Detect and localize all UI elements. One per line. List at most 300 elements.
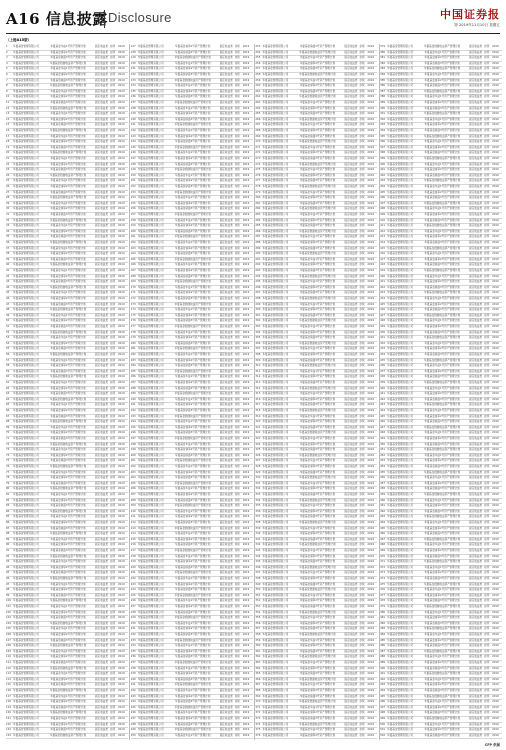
product-type: 固定收益类 <box>344 184 358 190</box>
manager-name: 华夏基金管理有限公司 <box>138 632 166 638</box>
product-date: 2019 <box>118 240 128 246</box>
product-type: 固定收益类 <box>220 290 234 296</box>
manager-name: 华夏基金管理有限公司 <box>138 402 166 408</box>
product-date: 2019 <box>243 464 253 470</box>
product-status: 存续 <box>235 453 242 459</box>
row-number: 499 <box>380 716 386 722</box>
manager-name: 华夏基金管理有限公司 <box>262 699 290 705</box>
product-date: 2019 <box>367 44 377 50</box>
row-number: 58 <box>6 363 12 369</box>
product-status: 存续 <box>359 402 366 408</box>
product-date: 2019 <box>367 677 377 683</box>
product-date: 2019 <box>367 122 377 128</box>
manager-name: 华夏基金管理有限公司 <box>387 106 415 112</box>
product-date: 2019 <box>492 470 502 476</box>
product-date: 2019 <box>492 156 502 162</box>
product-status: 存续 <box>484 83 491 89</box>
product-type: 固定收益类 <box>95 514 109 520</box>
row-number: 365 <box>255 671 261 677</box>
product-status: 存续 <box>484 122 491 128</box>
plan-name: 华夏基金鼎盛3号资产管理计划 <box>291 201 343 207</box>
plan-name: 华夏基金鼎盛3号资产管理计划 <box>42 705 94 711</box>
disclosure-table <box>6 38 500 740</box>
plan-name: 华夏基金鼎盛3号资产管理计划 <box>416 307 468 313</box>
row-number: 421 <box>380 279 386 285</box>
product-type: 固定收益类 <box>95 397 109 403</box>
plan-name: 华夏基金睿享2号资产管理计划 <box>291 285 343 291</box>
product-status: 存续 <box>484 593 491 599</box>
manager-name: 华夏基金管理有限公司 <box>138 598 166 604</box>
plan-name: 华夏基金稳健收益资产管理计划 <box>291 296 343 302</box>
row-number: 8 <box>6 83 12 89</box>
manager-name: 华夏基金管理有限公司 <box>138 716 166 722</box>
product-date: 2019 <box>118 262 128 268</box>
manager-name: 华夏基金管理有限公司 <box>138 134 166 140</box>
manager-name: 华夏基金管理有限公司 <box>387 453 415 459</box>
product-date: 2019 <box>367 610 377 616</box>
product-date: 2019 <box>492 346 502 352</box>
manager-name: 华夏基金管理有限公司 <box>138 503 166 509</box>
product-date: 2019 <box>118 509 128 515</box>
product-date: 2019 <box>367 414 377 420</box>
row-number: 446 <box>380 419 386 425</box>
product-date: 2019 <box>492 447 502 453</box>
product-status: 存续 <box>235 72 242 78</box>
product-type: 固定收益类 <box>95 509 109 515</box>
product-date: 2019 <box>492 442 502 448</box>
plan-name: 华夏基金鼎盛3号资产管理计划 <box>291 694 343 700</box>
row-number: 88 <box>6 531 12 537</box>
product-date: 2019 <box>492 55 502 61</box>
manager-name: 华夏基金管理有限公司 <box>13 593 41 599</box>
product-status: 存续 <box>110 542 117 548</box>
row-number: 212 <box>131 520 137 526</box>
product-status: 存续 <box>359 688 366 694</box>
product-type: 固定收益类 <box>344 570 358 576</box>
product-type: 固定收益类 <box>95 100 109 106</box>
product-status: 存续 <box>359 430 366 436</box>
plan-name: 华夏基金稳健收益资产管理计划 <box>416 514 468 520</box>
plan-name: 华夏基金睿享2号资产管理计划 <box>416 369 468 375</box>
plan-name: 华夏基金鼎盛3号资产管理计划 <box>167 72 219 78</box>
product-type: 固定收益类 <box>95 447 109 453</box>
plan-name: 华夏基金鼎盛3号资产管理计划 <box>291 246 343 252</box>
product-date: 2019 <box>492 492 502 498</box>
product-status: 存续 <box>110 89 117 95</box>
product-status: 存续 <box>235 66 242 72</box>
product-date: 2019 <box>492 335 502 341</box>
row-number: 235 <box>131 649 137 655</box>
manager-name: 华夏基金管理有限公司 <box>262 369 290 375</box>
plan-name: 华夏基金睿享2号资产管理计划 <box>42 117 94 123</box>
product-date: 2019 <box>243 458 253 464</box>
row-number: 474 <box>380 576 386 582</box>
product-type: 固定收益类 <box>344 139 358 145</box>
product-date: 2019 <box>118 257 128 263</box>
product-type: 固定收益类 <box>220 481 234 487</box>
product-date: 2019 <box>492 100 502 106</box>
row-number: 291 <box>255 257 261 263</box>
product-status: 存续 <box>484 206 491 212</box>
plan-name: 华夏基金华益1号资产管理计划 <box>416 520 468 526</box>
product-type: 固定收益类 <box>344 246 358 252</box>
plan-name: 华夏基金华益1号资产管理计划 <box>42 402 94 408</box>
product-type: 固定收益类 <box>220 50 234 56</box>
product-type: 固定收益类 <box>95 330 109 336</box>
plan-name: 华夏基金华益1号资产管理计划 <box>167 419 219 425</box>
product-status: 存续 <box>110 391 117 397</box>
plan-name: 华夏基金华益1号资产管理计划 <box>42 223 94 229</box>
product-type: 固定收益类 <box>95 475 109 481</box>
row-number: 61 <box>6 380 12 386</box>
row-number: 234 <box>131 643 137 649</box>
row-number: 115 <box>6 682 12 688</box>
product-type: 固定收益类 <box>220 492 234 498</box>
product-type: 固定收益类 <box>469 44 483 50</box>
row-number: 441 <box>380 391 386 397</box>
product-type: 固定收益类 <box>95 621 109 627</box>
product-date: 2019 <box>243 234 253 240</box>
product-date: 2019 <box>367 162 377 168</box>
manager-name: 华夏基金管理有限公司 <box>262 358 290 364</box>
manager-name: 华夏基金管理有限公司 <box>13 531 41 537</box>
product-date: 2019 <box>367 318 377 324</box>
manager-name: 华夏基金管理有限公司 <box>13 240 41 246</box>
row-number: 445 <box>380 414 386 420</box>
product-date: 2019 <box>492 257 502 263</box>
product-status: 存续 <box>359 89 366 95</box>
product-date: 2019 <box>243 716 253 722</box>
plan-name: 华夏基金华益1号资产管理计划 <box>167 621 219 627</box>
manager-name: 华夏基金管理有限公司 <box>262 542 290 548</box>
product-status: 存续 <box>484 722 491 728</box>
plan-name: 华夏基金鼎盛3号资产管理计划 <box>291 649 343 655</box>
row-number: 408 <box>380 206 386 212</box>
row-number: 202 <box>131 464 137 470</box>
plan-name: 华夏基金稳健收益资产管理计划 <box>291 453 343 459</box>
manager-name: 华夏基金管理有限公司 <box>138 178 166 184</box>
product-type: 固定收益类 <box>469 598 483 604</box>
row-number: 311 <box>255 369 261 375</box>
product-status: 存续 <box>235 352 242 358</box>
product-type: 固定收益类 <box>469 246 483 252</box>
plan-name: 华夏基金鼎盛3号资产管理计划 <box>42 190 94 196</box>
product-type: 固定收益类 <box>220 72 234 78</box>
product-status: 存续 <box>359 526 366 532</box>
product-type: 固定收益类 <box>220 178 234 184</box>
plan-name: 华夏基金鼎盛3号资产管理计划 <box>291 537 343 543</box>
product-date: 2019 <box>367 369 377 375</box>
plan-name: 华夏基金华益1号资产管理计划 <box>167 442 219 448</box>
plan-name: 华夏基金稳健收益资产管理计划 <box>291 386 343 392</box>
row-number: 4 <box>6 61 12 67</box>
product-date: 2019 <box>492 78 502 84</box>
row-number: 75 <box>6 458 12 464</box>
product-date: 2019 <box>118 184 128 190</box>
product-status: 存续 <box>235 89 242 95</box>
manager-name: 华夏基金管理有限公司 <box>387 537 415 543</box>
plan-name: 华夏基金华益1号资产管理计划 <box>167 106 219 112</box>
manager-name: 华夏基金管理有限公司 <box>387 632 415 638</box>
row-number: 131 <box>131 66 137 72</box>
row-number: 339 <box>255 526 261 532</box>
row-number: 153 <box>131 190 137 196</box>
plan-name: 华夏基金睿享2号资产管理计划 <box>167 44 219 50</box>
manager-name: 华夏基金管理有限公司 <box>13 363 41 369</box>
row-number: 418 <box>380 262 386 268</box>
plan-name: 华夏基金鼎盛3号资产管理计划 <box>416 733 468 739</box>
product-type: 固定收益类 <box>344 475 358 481</box>
plan-name: 华夏基金鼎盛3号资产管理计划 <box>167 430 219 436</box>
row-number: 401 <box>380 167 386 173</box>
manager-name: 华夏基金管理有限公司 <box>387 682 415 688</box>
manager-name: 华夏基金管理有限公司 <box>387 223 415 229</box>
row-number: 26 <box>6 184 12 190</box>
plan-name: 华夏基金稳健收益资产管理计划 <box>42 262 94 268</box>
row-number: 287 <box>255 234 261 240</box>
manager-name: 华夏基金管理有限公司 <box>262 464 290 470</box>
product-date: 2019 <box>243 167 253 173</box>
row-number: 357 <box>255 626 261 632</box>
product-date: 2019 <box>492 106 502 112</box>
row-number: 201 <box>131 458 137 464</box>
product-date: 2019 <box>367 240 377 246</box>
row-number: 271 <box>255 145 261 151</box>
product-type: 固定收益类 <box>220 554 234 560</box>
product-status: 存续 <box>235 498 242 504</box>
product-date: 2019 <box>243 486 253 492</box>
row-number: 453 <box>380 458 386 464</box>
manager-name: 华夏基金管理有限公司 <box>138 307 166 313</box>
product-status: 存续 <box>110 514 117 520</box>
product-type: 固定收益类 <box>469 554 483 560</box>
manager-name: 华夏基金管理有限公司 <box>13 386 41 392</box>
row-number: 141 <box>131 122 137 128</box>
row-number: 285 <box>255 223 261 229</box>
row-number: 171 <box>131 290 137 296</box>
product-date: 2019 <box>492 621 502 627</box>
product-date: 2019 <box>118 178 128 184</box>
product-status: 存续 <box>359 184 366 190</box>
manager-name: 华夏基金管理有限公司 <box>262 212 290 218</box>
product-status: 存续 <box>484 285 491 291</box>
footer-mark: CFP 供图 <box>485 742 500 747</box>
product-date: 2019 <box>243 61 253 67</box>
plan-name: 华夏基金鼎盛3号资产管理计划 <box>291 671 343 677</box>
plan-name: 华夏基金睿享2号资产管理计划 <box>291 195 343 201</box>
product-status: 存续 <box>484 666 491 672</box>
section-title-cn: 信息披露 <box>46 10 108 28</box>
manager-name: 华夏基金管理有限公司 <box>13 666 41 672</box>
product-status: 存续 <box>235 318 242 324</box>
row-number: 172 <box>131 296 137 302</box>
row-number: 70 <box>6 430 12 436</box>
plan-name: 华夏基金睿享2号资产管理计划 <box>291 598 343 604</box>
product-type: 固定收益类 <box>469 346 483 352</box>
manager-name: 华夏基金管理有限公司 <box>262 548 290 554</box>
plan-name: 华夏基金稳健收益资产管理计划 <box>416 66 468 72</box>
row-number: 242 <box>131 688 137 694</box>
product-date: 2019 <box>367 419 377 425</box>
product-status: 存续 <box>484 677 491 683</box>
manager-name: 华夏基金管理有限公司 <box>13 626 41 632</box>
manager-name: 华夏基金管理有限公司 <box>138 346 166 352</box>
manager-name: 华夏基金管理有限公司 <box>262 251 290 257</box>
product-status: 存续 <box>484 246 491 252</box>
product-type: 固定收益类 <box>95 733 109 739</box>
manager-name: 华夏基金管理有限公司 <box>387 358 415 364</box>
product-date: 2019 <box>367 615 377 621</box>
product-status: 存续 <box>484 520 491 526</box>
plan-name: 华夏基金稳健收益资产管理计划 <box>416 649 468 655</box>
row-number: 1 <box>6 44 12 50</box>
manager-name: 华夏基金管理有限公司 <box>387 290 415 296</box>
product-type: 固定收益类 <box>220 386 234 392</box>
row-number: 40 <box>6 262 12 268</box>
manager-name: 华夏基金管理有限公司 <box>262 173 290 179</box>
product-status: 存续 <box>235 206 242 212</box>
manager-name: 华夏基金管理有限公司 <box>13 167 41 173</box>
plan-name: 华夏基金华益1号资产管理计划 <box>291 167 343 173</box>
product-type: 固定收益类 <box>95 318 109 324</box>
product-type: 固定收益类 <box>344 374 358 380</box>
row-number: 166 <box>131 262 137 268</box>
manager-name: 华夏基金管理有限公司 <box>13 570 41 576</box>
plan-name: 华夏基金鼎盛3号资产管理计划 <box>291 290 343 296</box>
plan-name: 华夏基金稳健收益资产管理计划 <box>291 72 343 78</box>
row-number: 435 <box>380 358 386 364</box>
product-type: 固定收益类 <box>220 542 234 548</box>
product-status: 存续 <box>359 447 366 453</box>
product-date: 2019 <box>118 313 128 319</box>
row-number: 326 <box>255 453 261 459</box>
product-date: 2019 <box>492 475 502 481</box>
product-type: 固定收益类 <box>344 302 358 308</box>
product-type: 固定收益类 <box>469 318 483 324</box>
product-type: 固定收益类 <box>469 223 483 229</box>
row-number: 309 <box>255 358 261 364</box>
product-date: 2019 <box>243 89 253 95</box>
product-date: 2019 <box>118 94 128 100</box>
product-date: 2019 <box>243 122 253 128</box>
manager-name: 华夏基金管理有限公司 <box>13 268 41 274</box>
row-number: 72 <box>6 442 12 448</box>
plan-name: 华夏基金睿享2号资产管理计划 <box>416 436 468 442</box>
product-date: 2019 <box>492 324 502 330</box>
row-number: 457 <box>380 481 386 487</box>
plan-name: 华夏基金稳健收益资产管理计划 <box>167 436 219 442</box>
manager-name: 华夏基金管理有限公司 <box>262 83 290 89</box>
plan-name: 华夏基金睿享2号资产管理计划 <box>42 72 94 78</box>
product-type: 固定收益类 <box>95 503 109 509</box>
row-number: 12 <box>6 106 12 112</box>
manager-name: 华夏基金管理有限公司 <box>138 369 166 375</box>
manager-name: 华夏基金管理有限公司 <box>13 307 41 313</box>
product-status: 存续 <box>359 694 366 700</box>
plan-name: 华夏基金睿享2号资产管理计划 <box>416 212 468 218</box>
product-date: 2019 <box>492 386 502 392</box>
product-status: 存续 <box>110 156 117 162</box>
product-type: 固定收益类 <box>344 565 358 571</box>
plan-name: 华夏基金鼎盛3号资产管理计划 <box>42 212 94 218</box>
product-date: 2019 <box>118 296 128 302</box>
product-type: 固定收益类 <box>220 654 234 660</box>
row-number: 33 <box>6 223 12 229</box>
product-date: 2019 <box>243 50 253 56</box>
product-type: 固定收益类 <box>469 341 483 347</box>
plan-name: 华夏基金鼎盛3号资产管理计划 <box>42 526 94 532</box>
product-date: 2019 <box>367 526 377 532</box>
row-number: 18 <box>6 139 12 145</box>
plan-name: 华夏基金鼎盛3号资产管理计划 <box>416 150 468 156</box>
manager-name: 华夏基金管理有限公司 <box>262 150 290 156</box>
plan-name: 华夏基金华益1号资产管理计划 <box>42 246 94 252</box>
plan-name: 华夏基金稳健收益资产管理计划 <box>167 481 219 487</box>
row-number: 419 <box>380 268 386 274</box>
product-date: 2019 <box>492 184 502 190</box>
product-type: 固定收益类 <box>344 190 358 196</box>
manager-name: 华夏基金管理有限公司 <box>138 251 166 257</box>
product-type: 固定收益类 <box>95 341 109 347</box>
product-status: 存续 <box>359 94 366 100</box>
row-number: 274 <box>255 162 261 168</box>
product-type: 固定收益类 <box>220 503 234 509</box>
manager-name: 华夏基金管理有限公司 <box>262 324 290 330</box>
plan-name: 华夏基金稳健收益资产管理计划 <box>42 554 94 560</box>
manager-name: 华夏基金管理有限公司 <box>138 654 166 660</box>
product-type: 固定收益类 <box>344 710 358 716</box>
manager-name: 华夏基金管理有限公司 <box>138 447 166 453</box>
product-date: 2019 <box>118 167 128 173</box>
plan-name: 华夏基金稳健收益资产管理计划 <box>42 61 94 67</box>
product-status: 存续 <box>235 666 242 672</box>
product-type: 固定收益类 <box>469 453 483 459</box>
plan-name: 华夏基金华益1号资产管理计划 <box>42 358 94 364</box>
product-status: 存续 <box>359 414 366 420</box>
plan-name: 华夏基金华益1号资产管理计划 <box>291 436 343 442</box>
product-status: 存续 <box>110 548 117 554</box>
product-type: 固定收益类 <box>95 352 109 358</box>
plan-name: 华夏基金睿享2号资产管理计划 <box>291 531 343 537</box>
product-date: 2019 <box>492 486 502 492</box>
product-status: 存续 <box>235 106 242 112</box>
row-number: 273 <box>255 156 261 162</box>
product-status: 存续 <box>235 234 242 240</box>
product-type: 固定收益类 <box>344 402 358 408</box>
row-number: 101 <box>6 604 12 610</box>
product-date: 2019 <box>367 156 377 162</box>
product-type: 固定收益类 <box>220 436 234 442</box>
product-date: 2019 <box>243 285 253 291</box>
product-status: 存续 <box>235 156 242 162</box>
product-date: 2019 <box>118 526 128 532</box>
manager-name: 华夏基金管理有限公司 <box>262 470 290 476</box>
product-date: 2019 <box>243 178 253 184</box>
product-date: 2019 <box>367 475 377 481</box>
product-type: 固定收益类 <box>95 240 109 246</box>
product-status: 存续 <box>110 139 117 145</box>
plan-name: 华夏基金睿享2号资产管理计划 <box>416 526 468 532</box>
product-status: 存续 <box>484 733 491 739</box>
product-status: 存续 <box>484 234 491 240</box>
product-status: 存续 <box>484 240 491 246</box>
product-status: 存续 <box>235 570 242 576</box>
manager-name: 华夏基金管理有限公司 <box>262 458 290 464</box>
plan-name: 华夏基金睿享2号资产管理计划 <box>167 66 219 72</box>
manager-name: 华夏基金管理有限公司 <box>13 302 41 308</box>
manager-name: 华夏基金管理有限公司 <box>13 638 41 644</box>
plan-name: 华夏基金睿享2号资产管理计划 <box>291 397 343 403</box>
